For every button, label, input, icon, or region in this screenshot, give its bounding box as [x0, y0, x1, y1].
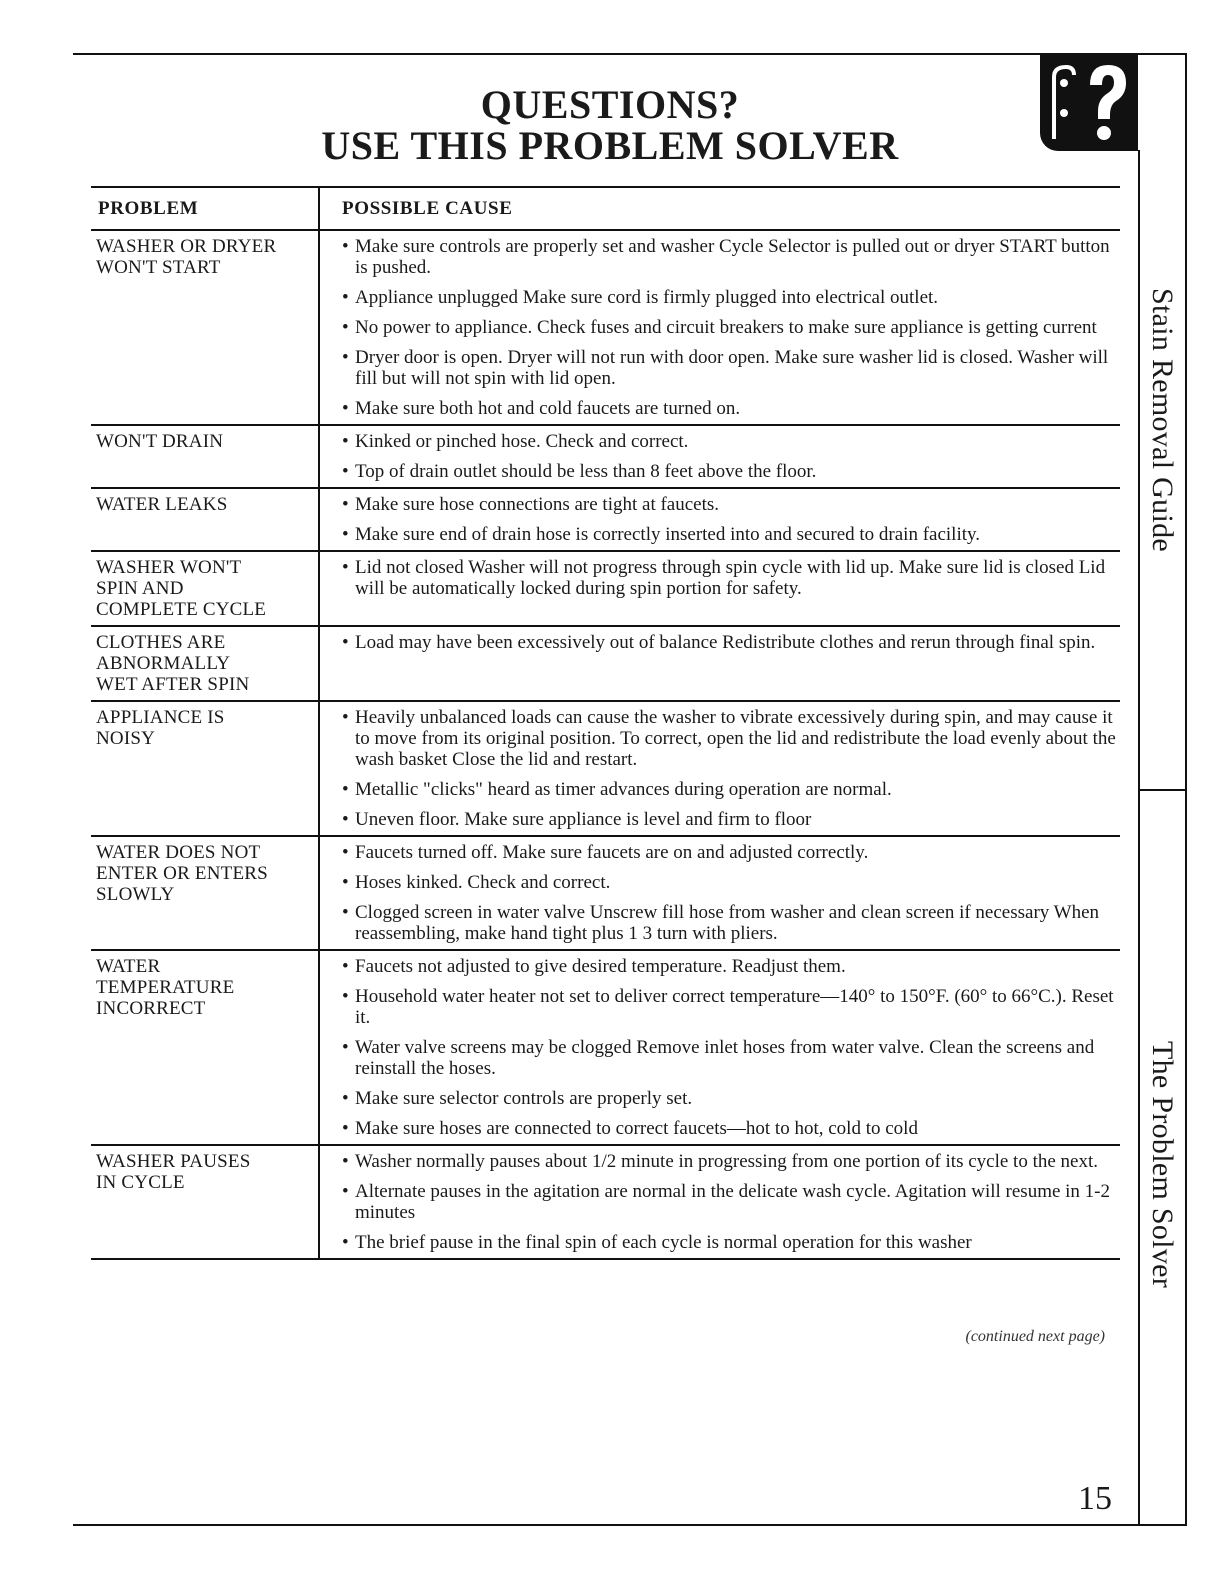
problem-label: CLOTHES ARE ABNORMALLY WET AFTER SPIN: [96, 632, 250, 695]
problem-label: WATER TEMPERATURE INCORRECT: [96, 956, 235, 1019]
bottom-rule: [73, 1524, 1187, 1526]
cause-item: • Make sure hoses are connected to correct faucets—hot to hot, cold to cold: [342, 1118, 1120, 1139]
problem-label: WASHER WON'T SPIN AND COMPLETE CYCLE: [96, 557, 267, 620]
problem-cell: [91, 1145, 319, 1259]
side-tab-stain-removal-guide: [1140, 190, 1185, 650]
problem-label: WATER LEAKS: [96, 494, 228, 515]
cause-item: • Top of drain outlet should be less than 8 feet above the floor.: [342, 461, 1120, 482]
cause-item: • Alternate pauses in the agitation are normal in the delicate wash cycle. Agitation will resume in 1-2 minutes: [342, 1181, 1120, 1223]
cause-list: [342, 431, 1120, 482]
title-line-2: USE THIS PROBLEM SOLVER: [321, 123, 899, 168]
problem-label: WON'T DRAIN: [96, 431, 224, 452]
cause-item: • Clogged screen in water valve Unscrew fill hose from washer and clean screen if necessary When reassembling, make hand tight plus 1 3 turn with pliers.: [342, 902, 1120, 944]
problem-cell: [91, 701, 319, 836]
side-tab-label: The Problem Solver: [1146, 1041, 1179, 1289]
table-row: [91, 425, 1120, 488]
cause-list: [342, 1151, 1120, 1253]
cause-item: • Dryer door is open. Dryer will not run with door open. Make sure washer lid is closed. Washer will fill but will not spin with lid open.: [342, 347, 1120, 389]
problem-solver-table: [91, 186, 1120, 1260]
cause-cell: [319, 836, 1120, 950]
cause-item: • Lid not closed Washer will not progress through spin cycle with lid up. Make sure lid is closed Lid will be automatically locked during spin portion for safety.: [342, 557, 1120, 599]
help-question-icon: [1040, 53, 1138, 151]
side-tab-problem-solver: [1140, 960, 1185, 1370]
table-row: [91, 1145, 1120, 1259]
cause-item: • Faucets turned off. Make sure faucets are on and adjusted correctly.: [342, 842, 1120, 863]
cause-item: • The brief pause in the final spin of each cycle is normal operation for this washer: [342, 1232, 1120, 1253]
page-title: [260, 84, 960, 166]
cause-item: • Washer normally pauses about 1/2 minute in progressing from one portion of its cycle to the next.: [342, 1151, 1120, 1172]
cause-cell: [319, 1145, 1120, 1259]
cause-item: • Make sure both hot and cold faucets are turned on.: [342, 398, 1120, 419]
cause-list: [342, 236, 1120, 419]
problem-label: WASHER OR DRYER WON'T START: [96, 236, 277, 278]
table-row: [91, 950, 1120, 1145]
cause-list: [342, 632, 1120, 653]
question-mark-icon: [1040, 53, 1138, 151]
problem-cell: [91, 425, 319, 488]
problem-cell: [91, 230, 319, 425]
table-header-row: [91, 187, 1120, 230]
cause-item: • Make sure selector controls are properly set.: [342, 1088, 1120, 1109]
cause-cell: [319, 230, 1120, 425]
page-number: 15: [1078, 1480, 1112, 1517]
cause-list: [342, 707, 1120, 830]
table-body: [91, 230, 1120, 1259]
cause-item: • Uneven floor. Make sure appliance is level and firm to floor: [342, 809, 1120, 830]
table-row: [91, 551, 1120, 626]
continued-note: (continued next page): [965, 1328, 1105, 1345]
cause-item: • Hoses kinked. Check and correct.: [342, 872, 1120, 893]
cause-cell: [319, 626, 1120, 701]
cause-item: • Kinked or pinched hose. Check and correct.: [342, 431, 1120, 452]
cause-list: [342, 956, 1120, 1139]
cause-cell: [319, 950, 1120, 1145]
problem-cell: [91, 551, 319, 626]
cause-cell: [319, 488, 1120, 551]
table-row: [91, 626, 1120, 701]
cause-cell: [319, 551, 1120, 626]
cause-item: • Metallic "clicks" heard as timer advances during operation are normal.: [342, 779, 1120, 800]
cause-item: • Appliance unplugged Make sure cord is firmly plugged into electrical outlet.: [342, 287, 1120, 308]
cause-list: [342, 842, 1120, 944]
cause-item: • Household water heater not set to deliver correct temperature—140° to 150°F. (60° to 66°C.). Reset it.: [342, 986, 1120, 1028]
cause-item: • Water valve screens may be clogged Remove inlet hoses from water valve. Clean the screens and reinstall the hoses.: [342, 1037, 1120, 1079]
cause-column-header: POSSIBLE CAUSE: [319, 187, 1120, 230]
problem-label: WATER DOES NOT ENTER OR ENTERS SLOWLY: [96, 842, 268, 905]
cause-list: [342, 557, 1120, 599]
cause-item: • Heavily unbalanced loads can cause the washer to vibrate excessively during spin, and may cause it to move from its original position. To correct, open the lid and redistribute the load evenly about the wash basket Close the lid and restart.: [342, 707, 1120, 770]
top-rule: [73, 53, 1187, 55]
table-row: [91, 701, 1120, 836]
cause-cell: [319, 425, 1120, 488]
table-row: [91, 836, 1120, 950]
cause-item: • Faucets not adjusted to give desired temperature. Readjust them.: [342, 956, 1120, 977]
cause-item: • Make sure hose connections are tight at faucets.: [342, 494, 1120, 515]
problem-cell: [91, 488, 319, 551]
cause-item: • Load may have been excessively out of balance Redistribute clothes and rerun through final spin.: [342, 632, 1120, 653]
cause-item: • Make sure controls are properly set and washer Cycle Selector is pulled out or dryer START button is pushed.: [342, 236, 1120, 278]
problem-label: APPLIANCE IS NOISY: [96, 707, 225, 749]
cause-item: • Make sure end of drain hose is correctly inserted into and secured to drain facility.: [342, 524, 1120, 545]
problem-cell: [91, 626, 319, 701]
cause-list: [342, 494, 1120, 545]
problem-column-header: PROBLEM: [91, 187, 319, 230]
table-row: [91, 488, 1120, 551]
problem-cell: [91, 836, 319, 950]
side-tab-label: Stain Removal Guide: [1146, 288, 1179, 552]
table-row: [91, 230, 1120, 425]
cause-cell: [319, 701, 1120, 836]
problem-label: WASHER PAUSES IN CYCLE: [96, 1151, 251, 1193]
problem-cell: [91, 950, 319, 1145]
side-tab-divider: [1138, 789, 1187, 791]
title-line-1: QUESTIONS?: [480, 82, 740, 127]
cause-item: • No power to appliance. Check fuses and circuit breakers to make sure appliance is getting current: [342, 317, 1120, 338]
